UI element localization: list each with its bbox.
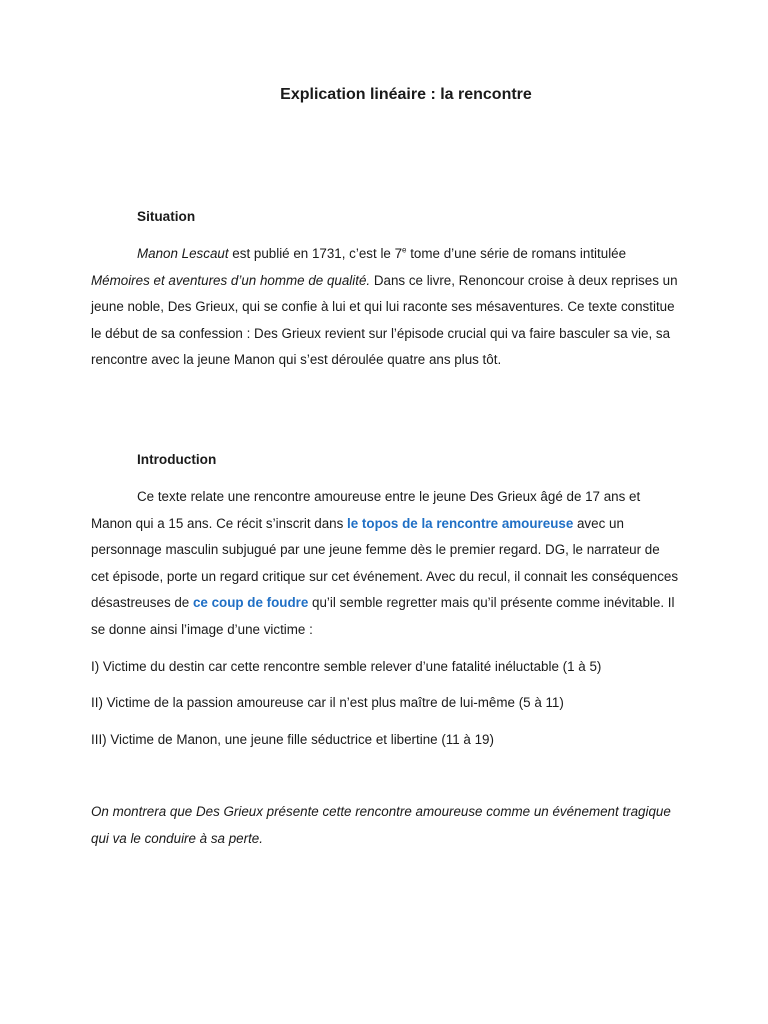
- plan-item-1: I) Victime du destin car cette rencontre semble relever d’une fatalité inéluctable (1 à 5): [91, 659, 602, 674]
- book-title: Manon Lescaut: [137, 246, 229, 261]
- situation-paragraph: [91, 241, 681, 374]
- intro-text-3: qu’il semble regretter mais qu’il présente comme inévitable. Il se donne ainsi l’image d’une victime :: [91, 595, 675, 637]
- plan-item-2: II) Victime de la passion amoureuse car il n’est plus maître de lui-même (5 à 11): [91, 695, 564, 710]
- page-title: Explication linéaire : la rencontre: [280, 86, 532, 103]
- plan-item-3: III) Victime de Manon, une jeune fille séductrice et libertine (11 à 19): [91, 732, 494, 747]
- superscript: e: [402, 245, 407, 255]
- highlight-coup-de-foudre: ce coup de foudre: [192, 595, 309, 611]
- situation-text-1: est publié en 1731, c’est le 7: [228, 246, 403, 261]
- section-heading-introduction: Introduction: [137, 452, 217, 467]
- highlight-topos: le topos de la rencontre amoureuse: [347, 515, 574, 531]
- intro-text-1: Ce texte relate une rencontre amoureuse entre le jeune Des Grieux âgé de 17 ans et Manon qui a 15 ans. Ce récit s’inscrit dans: [91, 489, 641, 531]
- problematique-paragraph: On montrera que Des Grieux présente cette rencontre amoureuse comme un événement tragique qui va le conduire à sa perte.: [91, 804, 671, 846]
- situation-text-2: tome d’une série de romans intitulée: [406, 246, 627, 261]
- series-title: Mémoires et aventures d’un homme de qualité.: [91, 272, 371, 288]
- situation-text-3: Dans ce livre, Renoncour croise à deux reprises un jeune noble, Des Grieux, qui se confie à lui et qui lui raconte ses mésaventures. Ce texte constitue le début de sa confession : Des Grieux revient sur l’épisode crucial qui va faire basculer sa vie, sa rencontre avec la jeune Manon qui s’est déroulée quatre ans plus tôt.: [91, 272, 678, 368]
- introduction-paragraph: [91, 484, 681, 644]
- intro-text-2: avec un personnage masculin subjugué par une jeune femme dès le premier regard. DG, le narrateur de cet épisode, porte un regard critique sur cet événement. Avec du recul, il connait les conséquences désastreuses de: [91, 515, 679, 611]
- section-heading-situation: Situation: [137, 209, 196, 224]
